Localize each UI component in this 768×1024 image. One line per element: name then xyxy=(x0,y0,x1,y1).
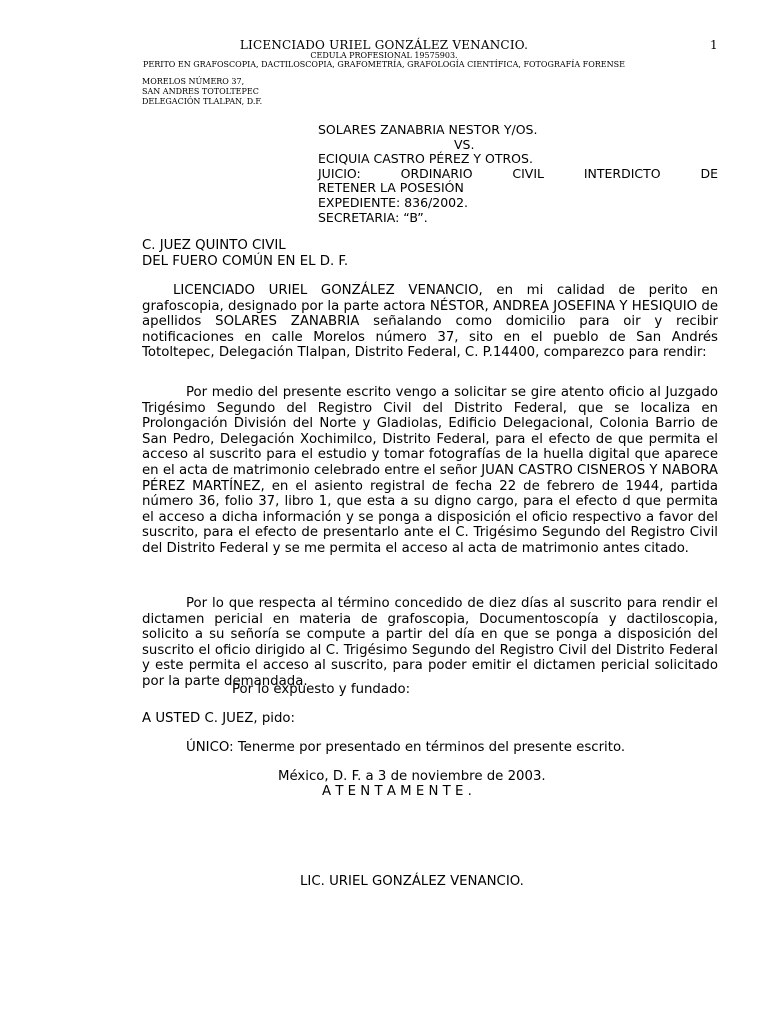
address-line-1: MORELOS NÚMERO 37, xyxy=(142,77,245,86)
case-juicio: JUICIO: ORDINARIO CIVIL INTERDICTO DE xyxy=(318,166,718,181)
case-versus: VS. xyxy=(454,137,475,152)
address-line-3: DELEGACIÓN TLALPAN, D.F. xyxy=(142,97,263,106)
case-plaintiff: SOLARES ZANABRIA NESTOR Y/OS. xyxy=(318,122,538,137)
page-number: 1 xyxy=(710,38,718,52)
term-paragraph: Por lo que respecta al término concedido de diez días al suscrito para rendir el dictamen pericial en materia de grafoscopia, Documentoscopía y dactiloscopia, solicito a su señoría se compute a partir del día en que se ponga a disposición del suscrito el oficio dirigido al C. Trigésimo Segundo del Registro Civil del Distrito Federal y este permita el acceso al suscrito, para poder emitir el dictamen pericial solicitado por la parte demandada. xyxy=(142,596,718,689)
atentamente: A T E N T A M E N T E . xyxy=(322,784,472,799)
signature-name: LIC. URIEL GONZÁLEZ VENANCIO. xyxy=(300,874,524,889)
case-secretaria: SECRETARIA: “B”. xyxy=(318,210,428,225)
case-defendant: ECIQUIA CASTRO PÉREZ Y OTROS. xyxy=(318,151,533,166)
case-juicio-cont: RETENER LA POSESIÓN xyxy=(318,180,464,195)
grounds-line: Por lo expuesto y fundado: xyxy=(232,682,411,697)
address-line-2: SAN ANDRES TOTOLTEPEC xyxy=(142,87,259,96)
request-paragraph: Por medio del presente escrito vengo a solicitar se gire atento oficio al Juzgado Trigésimo Segundo del Registro Civil del Distrito Federal, que se localiza en Prolongación División del Norte y Gladiolas, Edificio Delegacional, Colonia Barrio de San Pedro, Delegación Xochimilco, Distrito Federal, para el efecto de que permita el acceso al suscrito para el estudio y tomar fotografías de la huella digital que aparece en el acta de matrimonio celebrado entre el señor JUAN CASTRO CISNEROS Y NABORA PÉREZ MARTÍNEZ, en el asiento registral de fecha 22 de febrero de 1944, partida número 36, folio 37, libro 1, que esta a su digno cargo, para el efecto d que permita el acceso a dicha información y se ponga a disposición el oficio respectivo a favor del suscrito, para el efecto de presentarlo ante el C. Trigésimo Segundo del Registro Civil del Distrito Federal y se me permita el acceso al acta de matrimonio antes citado. xyxy=(142,385,718,556)
case-expediente: EXPEDIENTE: 836/2002. xyxy=(318,195,469,210)
recipient-line-1: C. JUEZ QUINTO CIVIL xyxy=(142,238,286,253)
specialties-line: PERITO EN GRAFOSCOPIA, DACTILOSCOPIA, GRAFOMETRÍA, GRAFOLOGÍA CIENTÍFICA, FOTOGRAFÍA FORENSE xyxy=(143,60,625,69)
place-date: México, D. F. a 3 de noviembre de 2003. xyxy=(278,769,546,784)
intro-paragraph: LICENCIADO URIEL GONZÁLEZ VENANCIO, en mi calidad de perito en grafoscopia, designado por la parte actora NÉSTOR, ANDREA JOSEFINA Y HESIQUIO de apellidos SOLARES ZANABRIA señalando como domicilio para oir y recibir notificaciones en calle Morelos número 37, sito en el pueblo de San Andrés Totoltepec, Delegación Tlalpan, Distrito Federal, C. P.14400, comparezco para rendir: xyxy=(142,283,718,361)
recipient-line-2: DEL FUERO COMÚN EN EL D. F. xyxy=(142,254,349,269)
cedula-profesional: CEDULA PROFESIONAL 19575903. xyxy=(310,51,458,60)
unico-line: ÚNICO: Tenerme por presentado en términos del presente escrito. xyxy=(186,740,626,755)
petition-line: A USTED C. JUEZ, pido: xyxy=(142,711,296,726)
letterhead-name: LICENCIADO URIEL GONZÁLEZ VENANCIO. xyxy=(239,38,529,52)
